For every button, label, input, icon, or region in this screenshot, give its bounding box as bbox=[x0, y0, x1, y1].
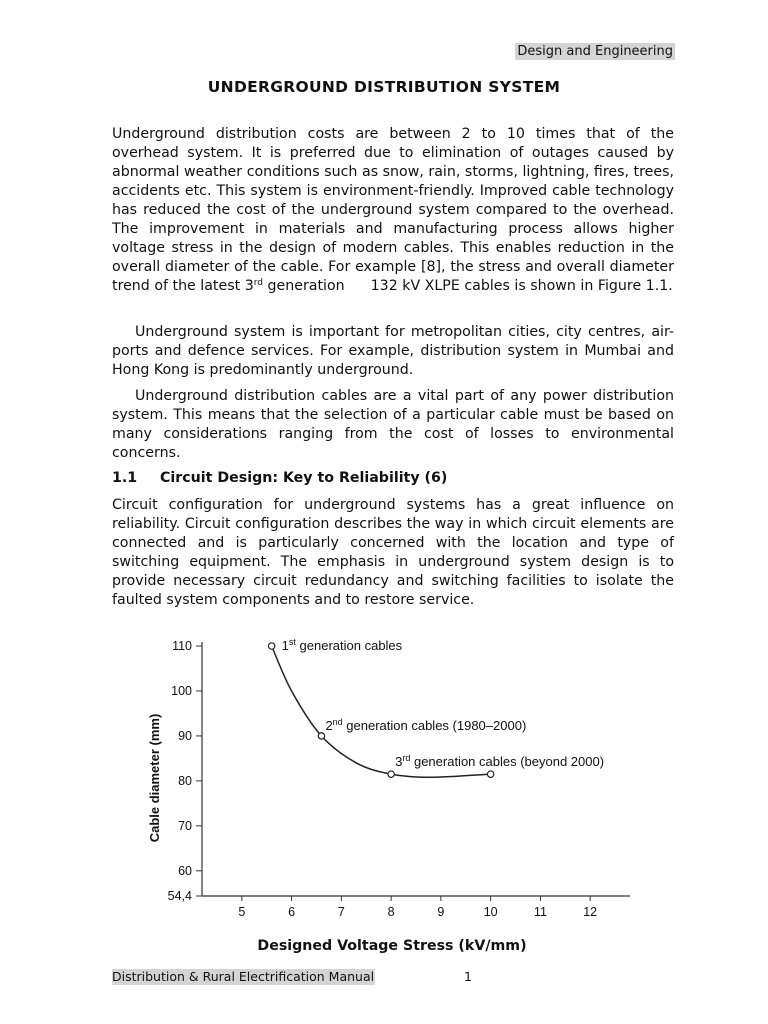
annotation-generation-2: 2nd generation cables (1980–2000) bbox=[325, 716, 527, 733]
annotation-generation-3: 3rd generation cables (beyond 2000) bbox=[395, 753, 605, 770]
chart-ticks bbox=[168, 639, 598, 919]
x-tick-label: 5 bbox=[238, 905, 246, 919]
section-heading bbox=[112, 470, 447, 486]
data-point-marker bbox=[318, 733, 324, 739]
x-tick-label: 7 bbox=[337, 905, 345, 919]
y-tick-label: 100 bbox=[171, 683, 192, 698]
intro-text: Underground distribution costs are between 2 to 10 times that of the overhead system. It is preferred due to elimination of outages caused by abnormal weather conditions such as snow, rain, storms, lightning, fires, trees, accidents etc. This system is environment-friendly. Improved cable technology has reduced the cost of the underground system compared to the overhead. The improvement in materials and manufacturing process allows higher voltage stress in the design of modern cables. This enables reduction in the overall diameter of the cable. For example [8], the stress and overall diameter trend of the latest 3 bbox=[112, 126, 674, 294]
page-header-tag: Design and Engineering bbox=[517, 44, 673, 59]
paragraph-metro: Underground system is important for metropolitan cities, city centres, air-ports and defence services. For example, distribution system in Mumbai and Hong Kong is predominantly underground. bbox=[112, 324, 674, 378]
y-tick-label: 54,4 bbox=[167, 889, 192, 903]
x-tick-label: 6 bbox=[288, 905, 296, 919]
y-tick-label: 60 bbox=[178, 863, 192, 878]
y-tick-label: 70 bbox=[178, 818, 192, 833]
chart-y-axis-label: Cable diameter (mm) bbox=[147, 713, 162, 843]
paragraph-circuit-config: Circuit configuration for underground systems has a great influence on reliability. Circuit configuration describes the way in which circuit elements are connected and is particularly concerned with the location and type of switching equipment. The emphasis in underground system design is to provide necessary circuit redundancy and switching facilities to isolate the faulted system components and to restore service. bbox=[112, 497, 674, 608]
y-tick-label: 110 bbox=[172, 639, 192, 653]
data-point-marker bbox=[388, 771, 394, 777]
intro-text-mid: generation bbox=[262, 278, 345, 294]
x-tick-label: 10 bbox=[483, 905, 498, 919]
footer-manual-title: Distribution & Rural Electrification Manual bbox=[112, 969, 375, 984]
section-title: Circuit Design: Key to Reliability (6) bbox=[160, 470, 448, 486]
paragraph-cables: Underground distribution cables are a vital part of any power distribution system. This means that the selection of a particular cable must be based on many considerations ranging from the cost of losses to environmental concerns. bbox=[112, 388, 674, 461]
page-number: 1 bbox=[464, 969, 472, 984]
x-tick-label: 11 bbox=[533, 905, 547, 919]
x-tick-label: 9 bbox=[437, 905, 445, 919]
y-tick-label: 80 bbox=[178, 773, 192, 788]
x-tick-label: 12 bbox=[583, 905, 598, 919]
y-tick-label: 90 bbox=[178, 728, 192, 743]
data-point-marker bbox=[268, 643, 274, 649]
x-tick-label: 8 bbox=[387, 905, 395, 919]
intro-paragraph bbox=[112, 125, 674, 296]
figure-cable-diameter-chart bbox=[112, 630, 652, 930]
page-title: UNDERGROUND DISTRIBUTION SYSTEM bbox=[207, 78, 561, 96]
intro-text-end: 132 kV XLPE cables is shown in Figure 1.1. bbox=[370, 278, 673, 294]
chart-x-axis-label: Designed Voltage Stress (kV/mm) bbox=[257, 938, 527, 954]
data-point-marker bbox=[487, 771, 493, 777]
chart-annotations bbox=[282, 637, 604, 769]
annotation-generation-1: 1st generation cables bbox=[281, 637, 403, 653]
section-number: 1.1 bbox=[112, 470, 138, 486]
intro-superscript: rd bbox=[253, 278, 263, 288]
